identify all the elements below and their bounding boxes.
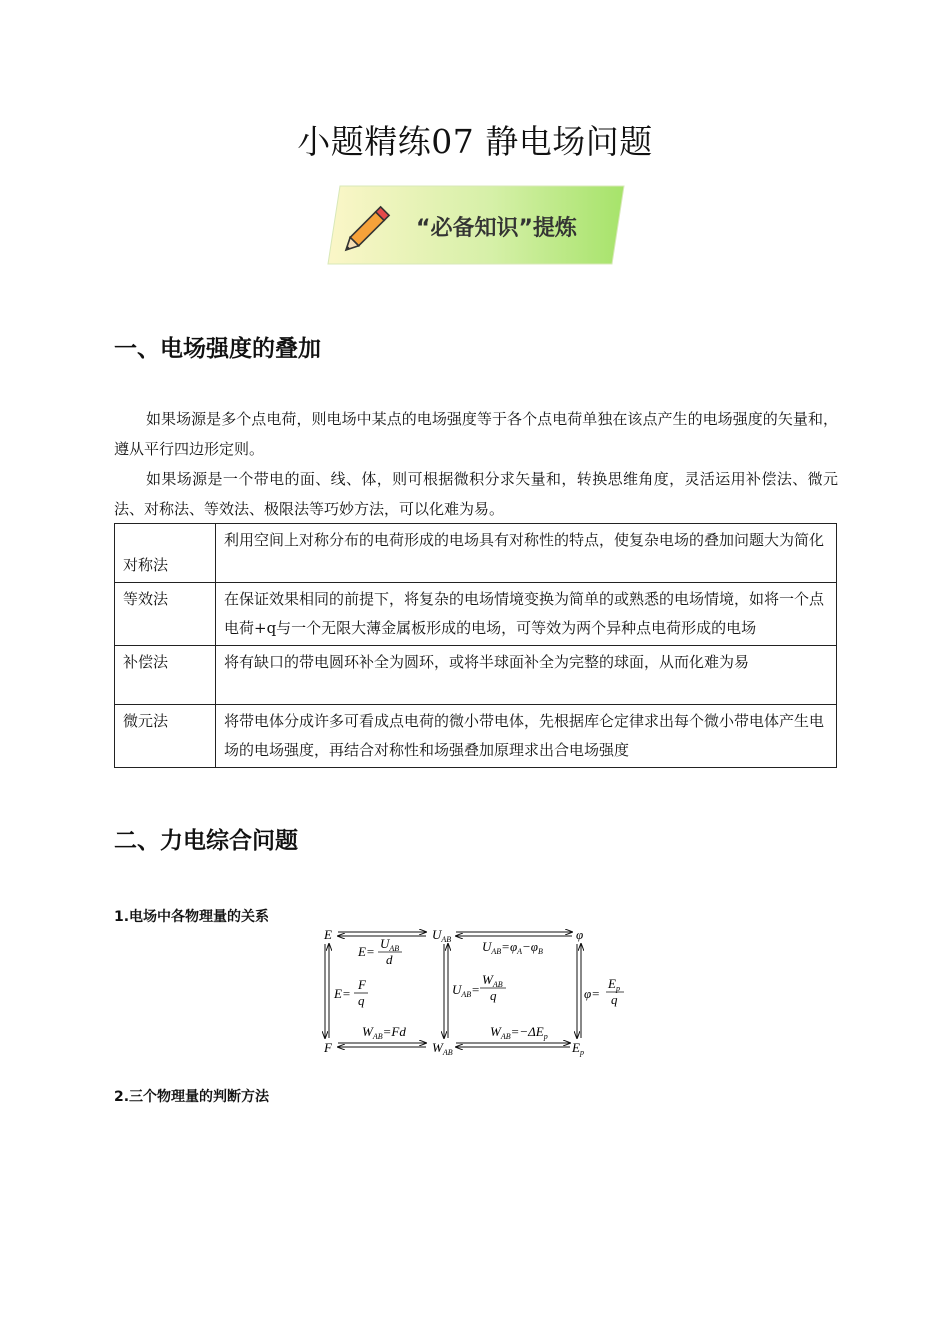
- label-Ep: $E_p$: [572, 1040, 584, 1057]
- section1-heading: 一、电场强度的叠加: [114, 336, 321, 362]
- method-name: 对称法: [115, 524, 216, 583]
- method-name: 补偿法: [115, 646, 216, 705]
- quantities-relation-diagram: [318, 922, 630, 1062]
- page-title: 小题精练07 静电场问题: [297, 122, 653, 161]
- svg-text:UAB: $U_{AB}$: [380, 936, 400, 953]
- formula-U-phi: [482, 939, 543, 956]
- formula-W-Ep: [490, 1024, 548, 1041]
- table-row: [115, 705, 837, 768]
- table-row: [115, 524, 837, 583]
- label-E: E: [324, 927, 332, 942]
- subheading-judgment: 2.三个物理量的判断方法: [114, 1089, 270, 1105]
- svg-text:WAB: $W_{AB}$: [482, 972, 503, 989]
- formula-E-F-q: [333, 977, 368, 1008]
- label-WAB: $W_{AB}$: [432, 1040, 453, 1057]
- methods-table: [114, 523, 837, 768]
- table-row: [115, 583, 837, 646]
- method-desc: 在保证效果相同的前提下，将复杂的电场情境变换为简单的或熟悉的电场情境，如将一个点电荷+q与一个无限大薄金属板形成的电场，可等效为两个异种点电荷形成的电场: [216, 583, 837, 646]
- method-name: 等效法: [115, 583, 216, 646]
- svg-text:E=: E=: [334, 986, 351, 1001]
- subheading-relations: 1.电场中各物理量的关系: [114, 909, 270, 925]
- section1-para1: 如果场源是多个点电荷，则电场中某点的电场强度等于各个点电荷单独在该点产生的电场强度的矢量和，遵从平行四边形定则。: [114, 410, 838, 458]
- table-row: [115, 646, 837, 705]
- banner-text: “必备知识”提炼: [416, 216, 577, 241]
- label-UAB: $U_{AB}$: [432, 927, 452, 944]
- knowledge-banner: [326, 184, 626, 266]
- svg-text:UAB=: $U_{AB}=$: [452, 982, 480, 999]
- svg-text:UAB=φA−φB: $U_{AB}=\varphi_A-\varphi_B$: [482, 939, 543, 956]
- section2-heading: 二、力电综合问题: [114, 828, 298, 854]
- svg-text:φ=: φ=: [584, 986, 600, 1001]
- formula-E-U-d: [357, 936, 402, 967]
- svg-text:E=: E=: [358, 944, 375, 959]
- svg-text:q: q: [358, 993, 365, 1008]
- svg-text:q: q: [611, 992, 618, 1007]
- method-desc: 将带电体分成许多可看成点电荷的微小带电体，先根据库仑定律求出每个微小带电体产生电场的电场强度，再结合对称性和场强叠加原理求出合电场强度: [216, 705, 837, 768]
- svg-text:WAB=−ΔEp: $W_{AB}=-\Delta E_p$: [490, 1024, 548, 1041]
- section1-para2: 如果场源是一个带电的面、线、体，则可根据微积分求矢量和，转换思维角度，灵活运用补偿法、微元法、对称法、等效法、极限法等巧妙方法，可以化难为易。: [114, 470, 838, 518]
- method-desc: 利用空间上对称分布的电荷形成的电场具有对称性的特点，使复杂电场的叠加问题大为简化: [216, 524, 837, 583]
- label-phi: φ: [576, 927, 584, 942]
- svg-text:q: q: [490, 988, 497, 1003]
- label-F: F: [324, 1040, 332, 1055]
- method-name: 微元法: [115, 705, 216, 768]
- formula-U-W-q: [452, 972, 506, 1003]
- formula-W-Fd: [362, 1024, 406, 1041]
- svg-text:WAB=Fd: $W_{AB}=Fd$: [362, 1024, 406, 1041]
- svg-text:Ep: $E_p$: [608, 976, 620, 993]
- svg-text:F: F: [358, 977, 366, 992]
- svg-text:d: d: [386, 952, 393, 967]
- formula-phi-Ep-q: [584, 976, 624, 1007]
- method-desc: 将有缺口的带电圆环补全为圆环，或将半球面补全为完整的球面，从而化难为易: [216, 646, 837, 705]
